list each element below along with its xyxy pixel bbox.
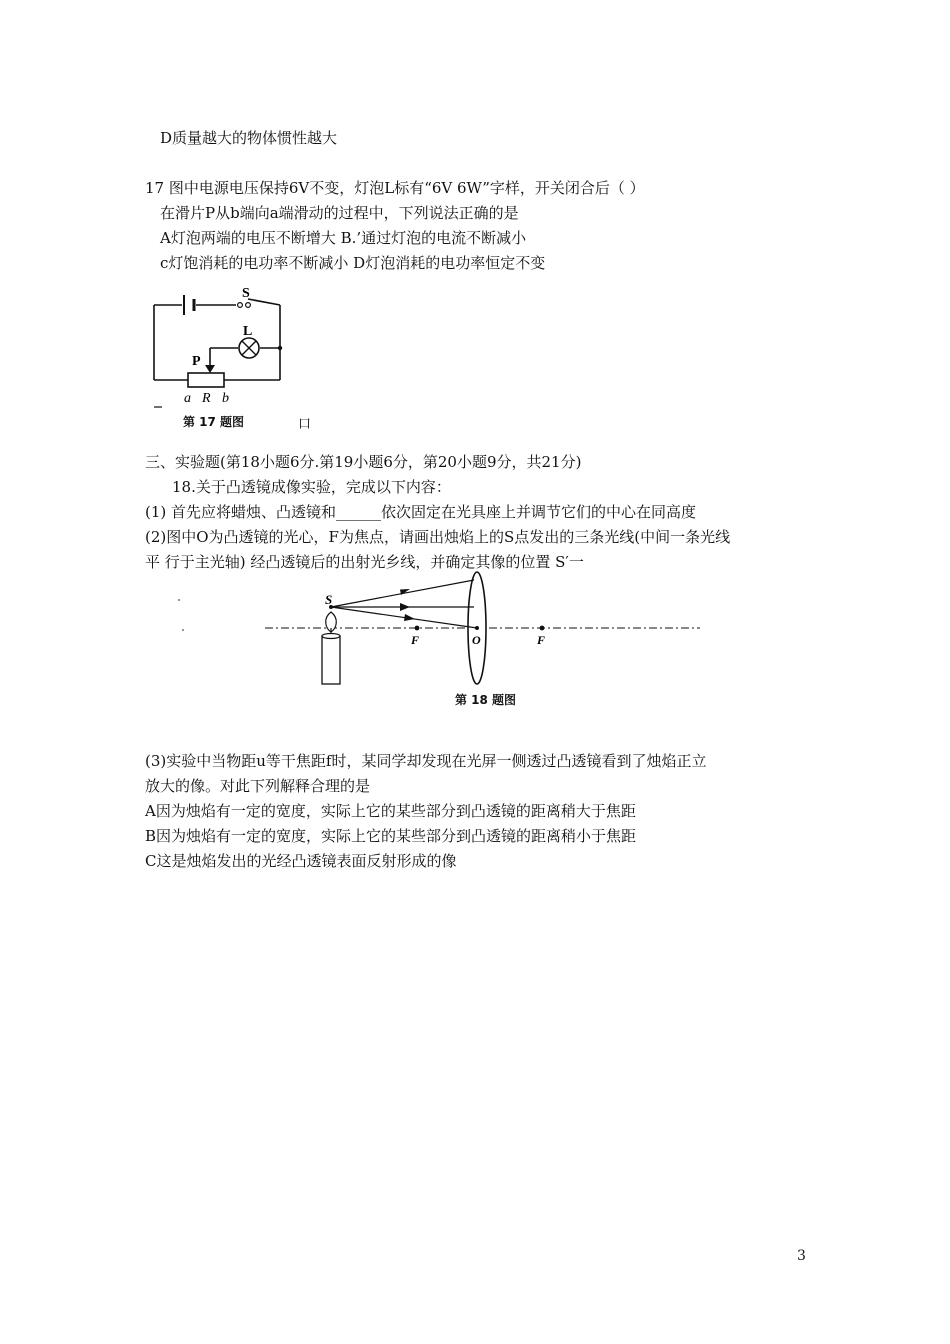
optical-center-label: O	[472, 633, 481, 647]
focus-left-dot	[415, 626, 420, 631]
end-a-label: a	[184, 391, 191, 406]
q17-options-cd: c灯饱消耗的电功率不断减小 D灯泡消耗的电功率恒定不变	[160, 254, 546, 272]
q18-part-3-option-c: C这是烛焰发出的光经凸透镜表面反射形成的像	[145, 852, 457, 870]
q18-part-2-line1: (2)图中O为凸透镜的光心，F为焦点，请画出烛焰上的S点发出的三条光线(中间一条光线	[145, 528, 731, 546]
fig18-caption: 第 18 题图	[455, 693, 517, 707]
point-s-label: S	[325, 592, 333, 607]
ray-arrow-icon	[404, 614, 415, 621]
ray-arrow-icon	[400, 603, 410, 611]
candle-icon	[322, 612, 340, 684]
fig17-circuit-diagram	[148, 285, 298, 405]
q18-part-1: (1) 首先应将蜡烛、凸透镜和______依次固定在光具座上并调节它们的中心在同高度	[145, 503, 697, 521]
slider-arrow-icon	[205, 365, 215, 373]
lamp-icon	[239, 338, 259, 358]
q17-stem: 17 图中电源电压保持6V不变，灯泡L标有“6V 6W”字样，开关闭合后（ ）	[145, 179, 645, 197]
resistor-box	[188, 373, 224, 387]
q16-option-d: D质量越大的物体惯性越大	[160, 129, 338, 147]
q17-stem-2: 在滑片P从b端向a端滑动的过程中，下列说法正确的是	[160, 204, 519, 222]
q18-part-3-line1: (3)实验中当物距u等干焦距f时，某同学却发现在光屏一侧透过凸透镜看到了烛焰正立	[145, 752, 707, 770]
stray-speck	[182, 629, 184, 631]
q17-options-ab: A灯泡两端的电压不断增大 B.’通过灯泡的电流不断减小	[160, 229, 527, 247]
focus-right-label: F	[537, 633, 546, 647]
focus-left-label: F	[411, 633, 420, 647]
optical-center-dot	[475, 626, 479, 630]
fig18-lens-diagram	[255, 570, 715, 690]
switch-label: S	[242, 286, 250, 301]
lamp-label: L	[243, 324, 253, 339]
end-b-label: b	[222, 391, 229, 406]
q18-part-3-option-b: B因为烛焰有一定的宽度，实际上它的某些部分到凸透镜的距离稍小于焦距	[145, 827, 637, 845]
q18-title: 18.关于凸透镜成像实验，完成以下内容：	[172, 478, 451, 496]
switch-contact-right	[246, 303, 251, 308]
q18-part-3-line2: 放大的像。对此下列解释合理的是	[145, 777, 371, 795]
junction-dot	[278, 346, 282, 350]
page-number: 3	[797, 1248, 806, 1264]
q18-part-2-line2: 平 行于主光轴) 经凸透镜后的出射光乡线，并确定其像的位置 S′一	[145, 553, 584, 571]
slider-label: P	[192, 354, 201, 369]
fig17-stray-mark: 口	[298, 417, 312, 432]
fig17-caption: 第 17 题图	[183, 415, 245, 429]
q18-part-3-option-a: A因为烛焰有一定的宽度，实际上它的某些部分到凸透镜的距离稍大于焦距	[145, 802, 636, 820]
stray-speck	[178, 599, 180, 601]
switch-contact-left	[238, 303, 243, 308]
resistor-label: R	[202, 391, 211, 406]
focus-right-dot	[540, 626, 545, 631]
section-3-heading: 三、实验题(第18小题6分.第19小题6分，第20小题9分，共21分)	[145, 453, 582, 471]
